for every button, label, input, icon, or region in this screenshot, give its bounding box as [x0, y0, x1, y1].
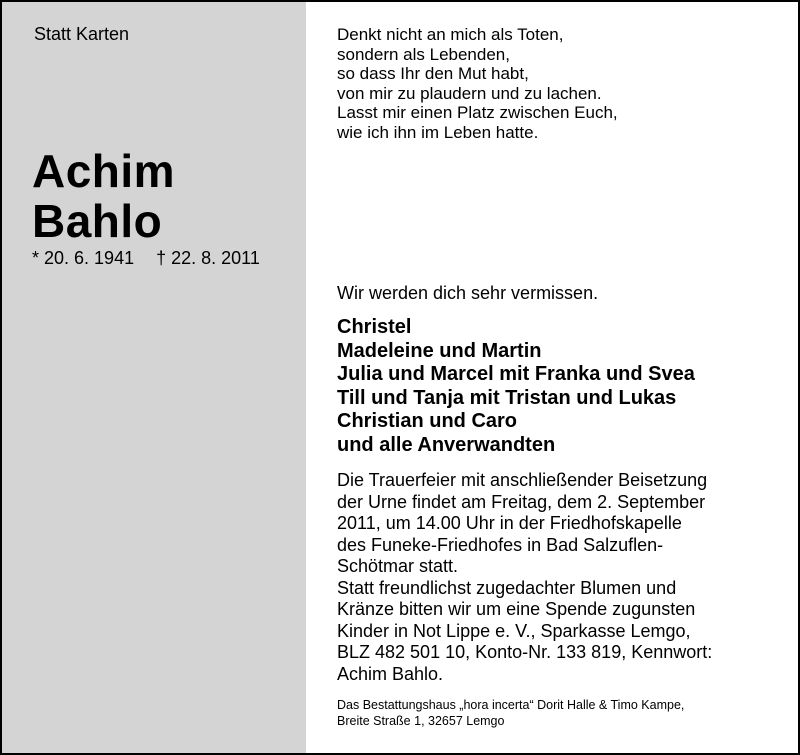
donation-line: Achim Bahlo.	[337, 663, 444, 684]
family-member: Christel	[337, 316, 412, 338]
left-panel	[2, 2, 306, 753]
donation-line: BLZ 482 501 10, Konto-Nr. 133 819, Kennwort:	[337, 642, 713, 662]
footer-line: Das Bestattungshaus „hora incerta“ Dorit Halle & Timo Kampe,	[337, 698, 685, 712]
donation-line: Statt freundlichst zugedachter Blumen und	[337, 577, 677, 598]
statt-karten-label: Statt Karten	[34, 24, 130, 44]
funeral-line: Schötmar statt.	[337, 556, 459, 576]
funeral-home-footer	[337, 697, 684, 729]
funeral-line: 2011, um 14.00 Uhr in der Friedhofskapelle	[337, 513, 682, 533]
funeral-line: der Urne findet am Freitag, dem 2. September	[337, 491, 706, 512]
death-date: † 22. 8. 2011	[156, 248, 260, 268]
family-member: Madeleine und Martin	[337, 339, 542, 362]
funeral-info	[337, 470, 712, 685]
family-member: Julia und Marcel mit Franka und Svea	[337, 363, 695, 385]
poem-line: Lasst mir einen Platz zwischen Euch,	[337, 103, 618, 122]
last-name: Bahlo	[32, 195, 163, 247]
funeral-line: Die Trauerfeier mit anschließender Beisetzung	[337, 470, 708, 490]
life-dates	[32, 248, 260, 269]
poem-line: von mir zu plaudern und zu lachen.	[337, 83, 602, 103]
poem	[337, 25, 618, 142]
footer-line: Breite Straße 1, 32657 Lemgo	[337, 714, 505, 728]
poem-line: sondern als Lebenden,	[337, 44, 510, 64]
poem-line: so dass Ihr den Mut habt,	[337, 64, 529, 83]
deceased-name	[32, 146, 175, 246]
donation-line: Kränze bitten wir um eine Spende zugunsten	[337, 599, 696, 619]
poem-line: wie ich ihn im Leben hatte.	[337, 122, 539, 142]
birth-date: * 20. 6. 1941	[32, 248, 135, 268]
funeral-line: des Funeke-Friedhofes in Bad Salzuflen-	[337, 534, 664, 555]
miss-line: Wir werden dich sehr vermissen.	[337, 283, 599, 303]
first-name: Achim	[32, 145, 176, 197]
donation-line: Kinder in Not Lippe e. V., Sparkasse Lemgo,	[337, 620, 691, 641]
family-member: Christian und Caro	[337, 410, 518, 432]
poem-line: Denkt nicht an mich als Toten,	[337, 25, 564, 44]
family-member: und alle Anverwandten	[337, 433, 556, 456]
family-member: Till und Tanja mit Tristan und Lukas	[337, 386, 677, 409]
family-list	[337, 316, 695, 457]
